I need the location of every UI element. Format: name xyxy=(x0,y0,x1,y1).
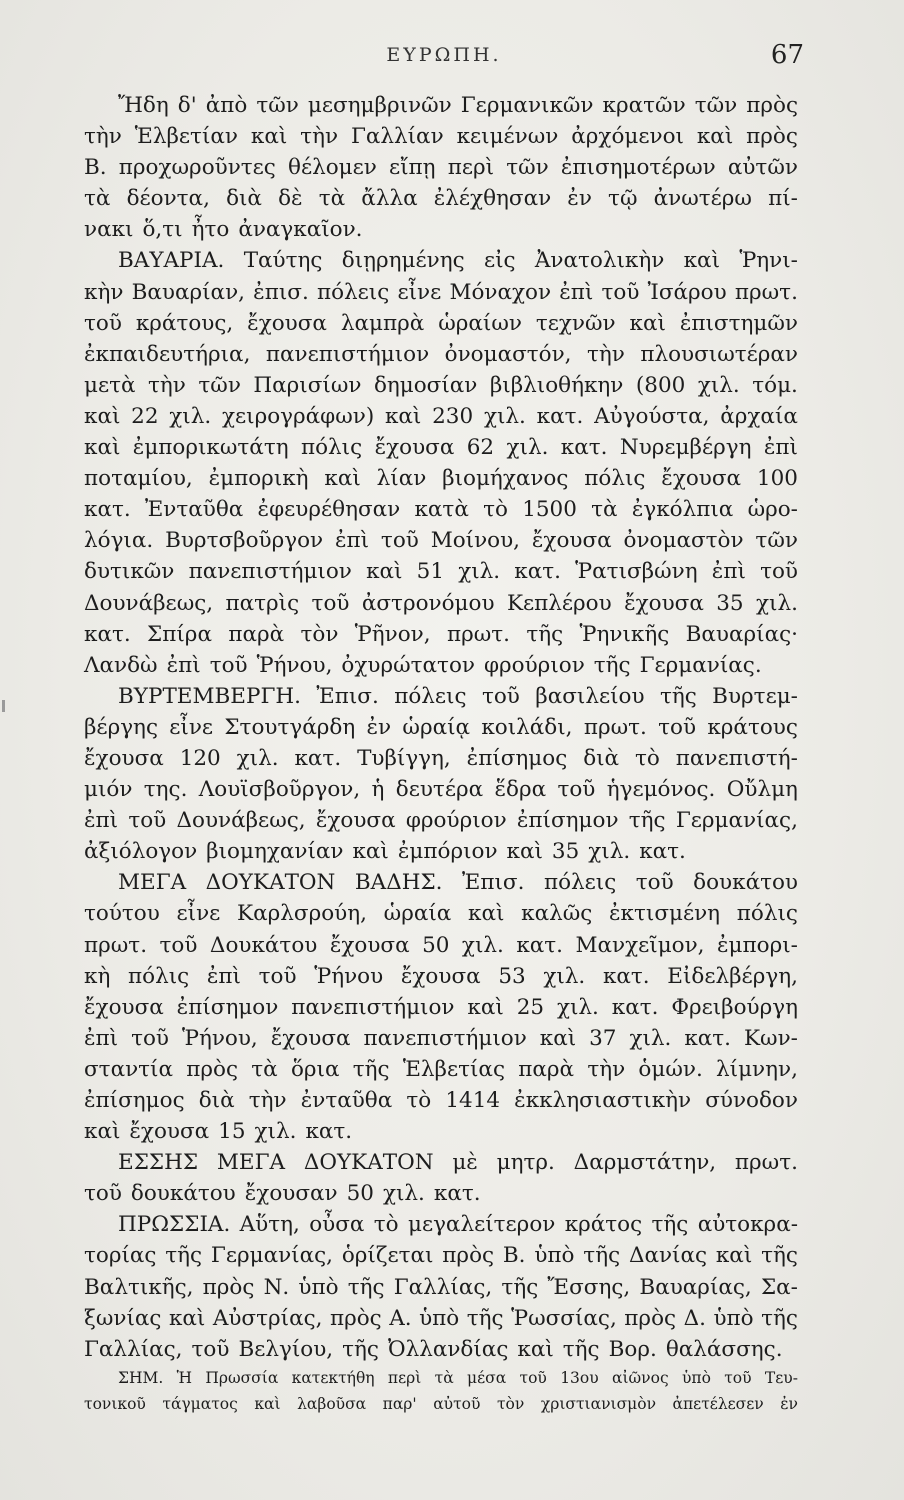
text-line: κὴ πόλις ἐπὶ τοῦ Ῥήνου ἔχουσα 53 χιλ. κατ. Εἰδελβέργη, xyxy=(84,963,798,989)
text-line: καὶ 22 χιλ. χειρογράφων) καὶ 230 χιλ. κατ. Αὐγούστα, ἀρχαία xyxy=(84,403,798,429)
text-line: μιόν της. Λουϊσβοῦργον, ἡ δευτέρα ἕδρα τοῦ ἡγεμόνος. Οὔλμη xyxy=(84,777,798,803)
running-head: ΕΥΡΩΠΗ. xyxy=(386,44,502,66)
page-number: 67 xyxy=(770,40,804,70)
text-line: ξωνίας καὶ Αὐστρίας, πρὸς Α. ὑπὸ τῆς Ῥωσσίας, πρὸς Δ. ὑπὸ τῆς xyxy=(84,1305,798,1331)
text-line: τορίας τῆς Γερμανίας, ὁρίζεται πρὸς Β. ὑπὸ τῆς Δανίας καὶ τῆς xyxy=(84,1243,798,1269)
text-line: κατ. Ἐνταῦθα ἐφευρέθησαν κατὰ τὸ 1500 τὰ ἐγκόλπια ὡρο- xyxy=(84,497,798,523)
text-line: κὴν Βαυαρίαν, ἐπισ. πόλεις εἶνε Μόναχον ἐπὶ τοῦ Ἰσάρου πρωτ. xyxy=(84,279,798,305)
footnote-line: τονικοῦ τάγματος καὶ λαβοῦσα παρ' αὐτοῦ τὸν χριστιανισμὸν ἀπετέλεσεν ἐν xyxy=(84,1394,798,1413)
text-line: ΒΑΥΑΡΙΑ. Ταύτης διῃρημένης εἰς Ἀνατολικὴν καὶ Ῥηνι- xyxy=(118,248,798,274)
text-line: νακι ὅ,τι ἦτο ἀναγκαῖον. xyxy=(84,217,363,243)
text-line: ἔχουσα 120 χιλ. κατ. Τυβίγγη, ἐπίσημος διὰ τὸ πανεπιστή- xyxy=(84,745,798,771)
text-line: Λανδὼ ἐπὶ τοῦ Ῥήνου, ὀχυρώτατον φρούριον τῆς Γερμανίας. xyxy=(84,652,762,678)
text-line: Βαλτικῆς, πρὸς Ν. ὑπὸ τῆς Γαλλίας, τῆς Ἔσσης, Βαυαρίας, Σα- xyxy=(84,1274,798,1300)
text-line: τοῦ δουκάτου ἔχουσαν 50 χιλ. κατ. xyxy=(84,1181,481,1207)
text-line: τὴν Ἑλβετίαν καὶ τὴν Γαλλίαν κειμένων ἀρχόμενοι καὶ πρὸς xyxy=(84,124,798,150)
text-line: ἔχουσα ἐπίσημον πανεπιστήμιον καὶ 25 χιλ. κατ. Φρειβούργη xyxy=(84,994,798,1020)
text-line: ποταμίου, ἐμπορικὴ καὶ λίαν βιομήχανος πόλις ἔχουσα 100 xyxy=(84,466,798,492)
text-line: Β. προχωροῦντες θέλομεν εἴπῃ περὶ τῶν ἐπισημοτέρων αὐτῶν xyxy=(84,155,798,181)
text-line: ἐπὶ τοῦ Ῥήνου, ἔχουσα πανεπιστήμιον καὶ 37 χιλ. κατ. Κων- xyxy=(84,1025,798,1051)
text-line: καὶ ἐμπορικωτάτη πόλις ἔχουσα 62 χιλ. κατ. Νυρεμβέργη ἐπὶ xyxy=(84,435,798,461)
text-line: ἀξιόλογον βιομηχανίαν καὶ ἐμπόριον καὶ 35 χιλ. κατ. xyxy=(84,839,686,865)
text-line: τούτου εἶνε Καρλσρούη, ὡραία καὶ καλῶς ἐκτισμένη πόλις xyxy=(84,901,798,927)
text-line: τὰ δέοντα, διὰ δὲ τὰ ἄλλα ἐλέχθησαν ἐν τῷ ἀνωτέρω πί- xyxy=(84,186,798,212)
page-edge-mark xyxy=(2,700,5,712)
text-line: ἐπίσημος διὰ τὴν ἐνταῦθα τὸ 1414 ἐκκλησιαστικὴν σύνοδον xyxy=(84,1088,798,1113)
text-line: τοῦ κράτους, ἔχουσα λαμπρὰ ὡραίων τεχνῶν καὶ ἐπιστημῶν xyxy=(84,310,798,336)
text-line: πρωτ. τοῦ Δουκάτου ἔχουσα 50 χιλ. κατ. Μανχεῖμον, ἐμπορι- xyxy=(84,932,798,958)
text-line: λόγια. Βυρτσβοῦργον ἐπὶ τοῦ Μοίνου, ἔχουσα ὀνομαστὸν τῶν xyxy=(84,528,798,554)
text-line: ἐκπαιδευτήρια, πανεπιστήμιον ὀνομαστόν, τὴν πλουσιωτέραν xyxy=(84,341,798,367)
text-line: μετὰ τὴν τῶν Παρισίων δημοσίαν βιβλιοθήκην (800 χιλ. τόμ. xyxy=(84,372,798,398)
text-line: σταντία πρὸς τὰ ὅρια τῆς Ἑλβετίας παρὰ τὴν ὁμών. λίμνην, xyxy=(84,1056,798,1082)
text-line: καὶ ἔχουσα 15 χιλ. κατ. xyxy=(84,1119,353,1145)
text-line: κατ. Σπίρα παρὰ τὸν Ῥῆνον, πρωτ. τῆς Ῥηνικῆς Βαυαρίας· xyxy=(84,621,798,647)
text-line: ΠΡΩΣΣΙΑ. Αὕτη, οὖσα τὸ μεγαλείτερον κράτος τῆς αὐτοκρα- xyxy=(118,1212,798,1238)
text-line: δυτικῶν πανεπιστήμιον καὶ 51 χιλ. κατ. Ῥατισβώνη ἐπὶ τοῦ xyxy=(84,559,798,585)
text-line: ΕΣΣΗΣ ΜΕΓΑ ΔΟΥΚΑΤΟΝ μὲ μητρ. Δαρμστάτην, πρωτ. xyxy=(118,1150,798,1176)
text-line: βέργης εἶνε Στουτγάρδη ἐν ὡραίᾳ κοιλάδι, πρωτ. τοῦ κράτους xyxy=(84,714,798,740)
text-line: Γαλλίας, τοῦ Βελγίου, τῆς Ὀλλανδίας καὶ τῆς Βορ. θαλάσσης. xyxy=(84,1336,783,1362)
page-header xyxy=(84,40,804,74)
footnote-line: ΣΗΜ. Ἡ Πρωσσία κατεκτήθη περὶ τὰ μέσα τοῦ 13ου αἰῶνος ὑπὸ τοῦ Τευ- xyxy=(118,1368,798,1387)
body-text xyxy=(84,90,798,1417)
text-line: Δουνάβεως, πατρὶς τοῦ ἀστρονόμου Κεπλέρου ἔχουσα 35 χιλ. xyxy=(84,590,798,616)
text-line: ἐπὶ τοῦ Δουνάβεως, ἔχουσα φρούριον ἐπίσημον τῆς Γερμανίας, xyxy=(84,808,798,834)
text-line: Ἤδη δ' ἀπὸ τῶν μεσημβρινῶν Γερμανικῶν κρατῶν τῶν πρὸς xyxy=(118,93,798,118)
text-line: ΒΥΡΤΕΜΒΕΡΓΗ. Ἐπισ. πόλεις τοῦ βασιλείου τῆς Βυρτεμ- xyxy=(118,683,798,709)
text-line: ΜΕΓΑ ΔΟΥΚΑΤΟΝ ΒΑΔΗΣ. Ἐπισ. πόλεις τοῦ δουκάτου xyxy=(118,870,798,896)
